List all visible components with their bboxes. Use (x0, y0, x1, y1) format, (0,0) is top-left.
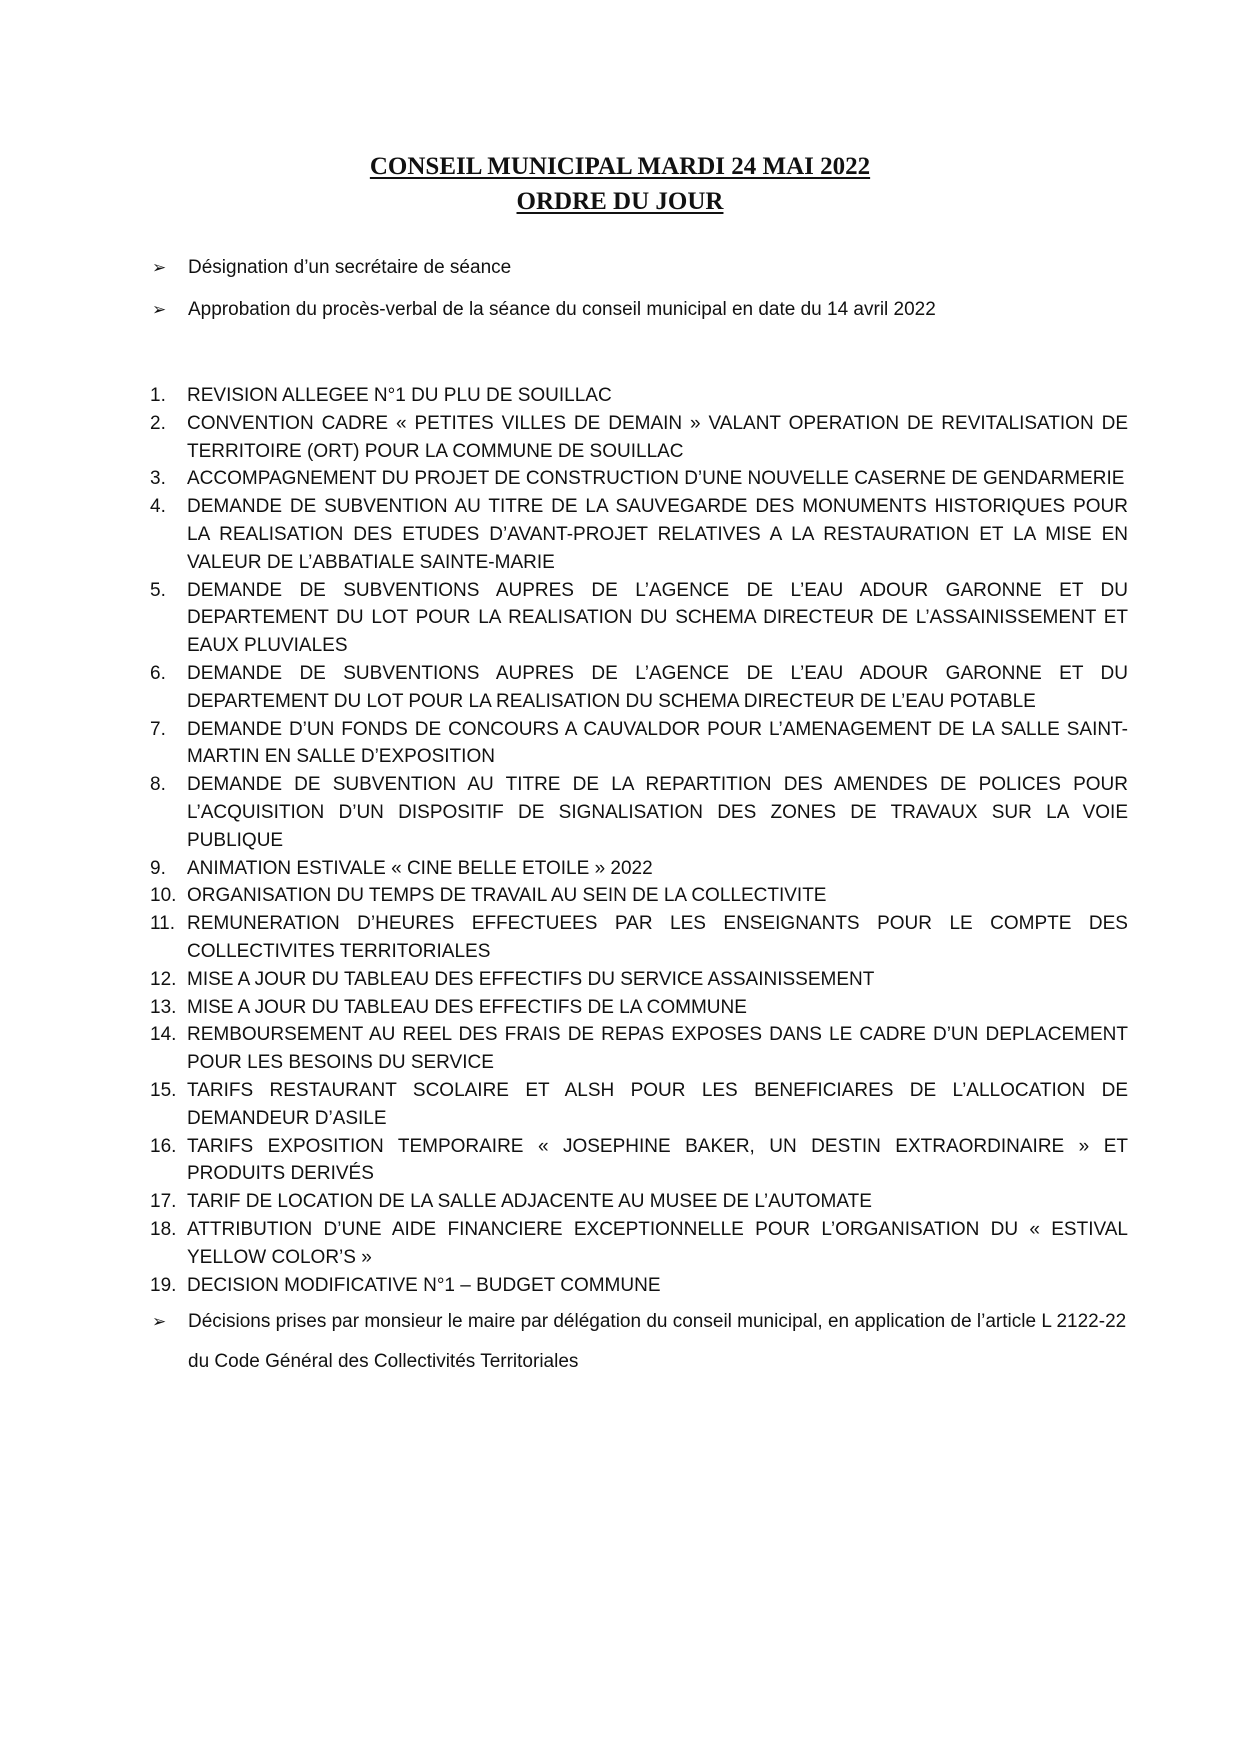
agenda-item-number: 9. (150, 857, 166, 879)
agenda-item (150, 1133, 1128, 1189)
agenda-item-number: 16. (150, 1135, 177, 1157)
agenda-item-text: MISE A JOUR DU TABLEAU DES EFFECTIFS DE LA COMMUNE (187, 996, 747, 1018)
agenda-item (150, 966, 1128, 994)
agenda-item (150, 465, 1128, 493)
agenda-item (150, 994, 1128, 1022)
agenda-item (150, 882, 1128, 910)
arrowhead-bullet-icon: ➢ (152, 1312, 167, 1331)
agenda-item-text: DECISION MODIFICATIVE N°1 – BUDGET COMMUNE (187, 1274, 661, 1296)
agenda-item-text: ATTRIBUTION D’UNE AIDE FINANCIERE EXCEPTIONNELLE POUR L’ORGANISATION DU « ESTIVAL YELLOW COLOR’S » (187, 1218, 1128, 1268)
agenda-item-text: TARIF DE LOCATION DE LA SALLE ADJACENTE AU MUSEE DE L’AUTOMATE (187, 1191, 872, 1213)
agenda-item (150, 493, 1128, 576)
agenda-item-number: 17. (150, 1191, 177, 1213)
agenda-item-number: 13. (150, 996, 177, 1018)
agenda-item-text: REVISION ALLEGEE N°1 DU PLU DE SOUILLAC (187, 385, 612, 406)
agenda-item-text: DEMANDE DE SUBVENTION AU TITRE DE LA REPARTITION DES AMENDES DE POLICES POUR L’ACQUISITION D’UN DISPOSITIF DE SIGNALISATION DES ZONES DE TRAVAUX SUR LA VOIE PUBLIQUE (187, 774, 1128, 851)
page-subtitle: ORDRE DU JOUR (516, 188, 724, 215)
agenda-item-number: 15. (150, 1079, 177, 1101)
agenda-item-text: REMUNERATION D’HEURES EFFECTUEES PAR LES ENSEIGNANTS POUR LE COMPTE DES COLLECTIVITES TERRITORIALES (187, 913, 1128, 962)
agenda-item (150, 1216, 1128, 1272)
agenda-item-number: 2. (150, 412, 166, 434)
agenda-item (150, 660, 1128, 716)
closing-bullet-text: Décisions prises par monsieur le maire par délégation du conseil municipal, en application de l’article L 2122-22 du Code Général des Collectivités Territoriales (188, 1311, 1127, 1372)
agenda-item-text: ACCOMPAGNEMENT DU PROJET DE CONSTRUCTION D’UNE NOUVELLE CASERNE DE GENDARMERIE (187, 468, 1125, 490)
intro-bullet-text: Approbation du procès-verbal de la séance du conseil municipal en date du 14 avril 2022 (188, 299, 936, 320)
agenda-item (150, 1077, 1128, 1133)
agenda-item (150, 910, 1128, 966)
agenda-item-text: REMBOURSEMENT AU REEL DES FRAIS DE REPAS EXPOSES DANS LE CADRE D’UN DEPLACEMENT POUR LES BESOINS DU SERVICE (187, 1024, 1128, 1074)
agenda-item-number: 19. (150, 1274, 177, 1296)
agenda-item-number: 5. (150, 579, 166, 601)
agenda-item (150, 577, 1128, 660)
agenda-item-number: 14. (150, 1024, 177, 1046)
agenda-item-text: TARIFS RESTAURANT SCOLAIRE ET ALSH POUR LES BENEFICIARES DE L’ALLOCATION DE DEMANDEUR D’ASILE (187, 1079, 1128, 1129)
agenda-item-text: ORGANISATION DU TEMPS DE TRAVAIL AU SEIN DE LA COLLECTIVITE (187, 885, 827, 907)
intro-bullet-item (152, 254, 1127, 282)
arrowhead-bullet-icon: ➢ (152, 258, 167, 277)
agenda-item-number: 7. (150, 718, 166, 740)
agenda-item (150, 382, 1128, 410)
agenda-item-text: DEMANDE DE SUBVENTION AU TITRE DE LA SAUVEGARDE DES MONUMENTS HISTORIQUES POUR LA REALISATION DES ETUDES D’AVANT-PROJET RELATIVES A LA RESTAURATION ET LA MISE EN VALEUR DE L’ABBATIALE SAINTE-MARIE (187, 496, 1128, 573)
agenda-list (150, 382, 1128, 1299)
agenda-item-text: ANIMATION ESTIVALE « CINE BELLE ETOILE » 2022 (187, 857, 653, 879)
agenda-item (150, 771, 1128, 854)
closing-bullet-item (152, 1302, 1127, 1382)
intro-bullet-item (152, 296, 1127, 324)
agenda-item (150, 410, 1128, 466)
intro-bullet-text: Désignation d’un secrétaire de séance (188, 257, 512, 278)
agenda-item (150, 716, 1128, 772)
agenda-item (150, 1272, 1128, 1300)
agenda-item (150, 1188, 1128, 1216)
agenda-item-text: DEMANDE DE SUBVENTIONS AUPRES DE L’AGENCE DE L’EAU ADOUR GARONNE ET DU DEPARTEMENT DU LOT POUR LA REALISATION DU SCHEMA DIRECTEUR DE L’ASSAINISSEMENT ET EAUX PLUVIALES (187, 579, 1128, 657)
agenda-item-number: 12. (150, 968, 177, 990)
agenda-item-text: TARIFS EXPOSITION TEMPORAIRE « JOSEPHINE BAKER, UN DESTIN EXTRAORDINAIRE » ET PRODUITS DERIVÉS (187, 1135, 1128, 1185)
agenda-item-text: CONVENTION CADRE « PETITES VILLES DE DEMAIN » VALANT OPERATION DE REVITALISATION DE TERRITOIRE (ORT) POUR LA COMMUNE DE SOUILLAC (187, 412, 1128, 462)
agenda-item-number: 8. (150, 774, 166, 796)
agenda-item (150, 855, 1128, 883)
agenda-item-number: 18. (150, 1218, 177, 1240)
agenda-item-text: DEMANDE DE SUBVENTIONS AUPRES DE L’AGENCE DE L’EAU ADOUR GARONNE ET DU DEPARTEMENT DU LOT POUR LA REALISATION DU SCHEMA DIRECTEUR DE L’EAU POTABLE (187, 662, 1128, 712)
agenda-item-number: 3. (150, 468, 166, 490)
agenda-item-number: 1. (150, 385, 166, 406)
agenda-item-number: 6. (150, 662, 166, 684)
agenda-item-text: MISE A JOUR DU TABLEAU DES EFFECTIFS DU SERVICE ASSAINISSEMENT (187, 968, 875, 990)
agenda-item-text: DEMANDE D’UN FONDS DE CONCOURS A CAUVALDOR POUR L’AMENAGEMENT DE LA SALLE SAINT-MARTIN EN SALLE D’EXPOSITION (187, 718, 1128, 768)
arrowhead-bullet-icon: ➢ (152, 300, 167, 319)
agenda-item-number: 10. (150, 885, 177, 907)
agenda-item (150, 1021, 1128, 1077)
agenda-item-number: 11. (150, 913, 176, 935)
agenda-item-number: 4. (150, 496, 166, 518)
page-title: CONSEIL MUNICIPAL MARDI 24 MAI 2022 (369, 153, 871, 180)
